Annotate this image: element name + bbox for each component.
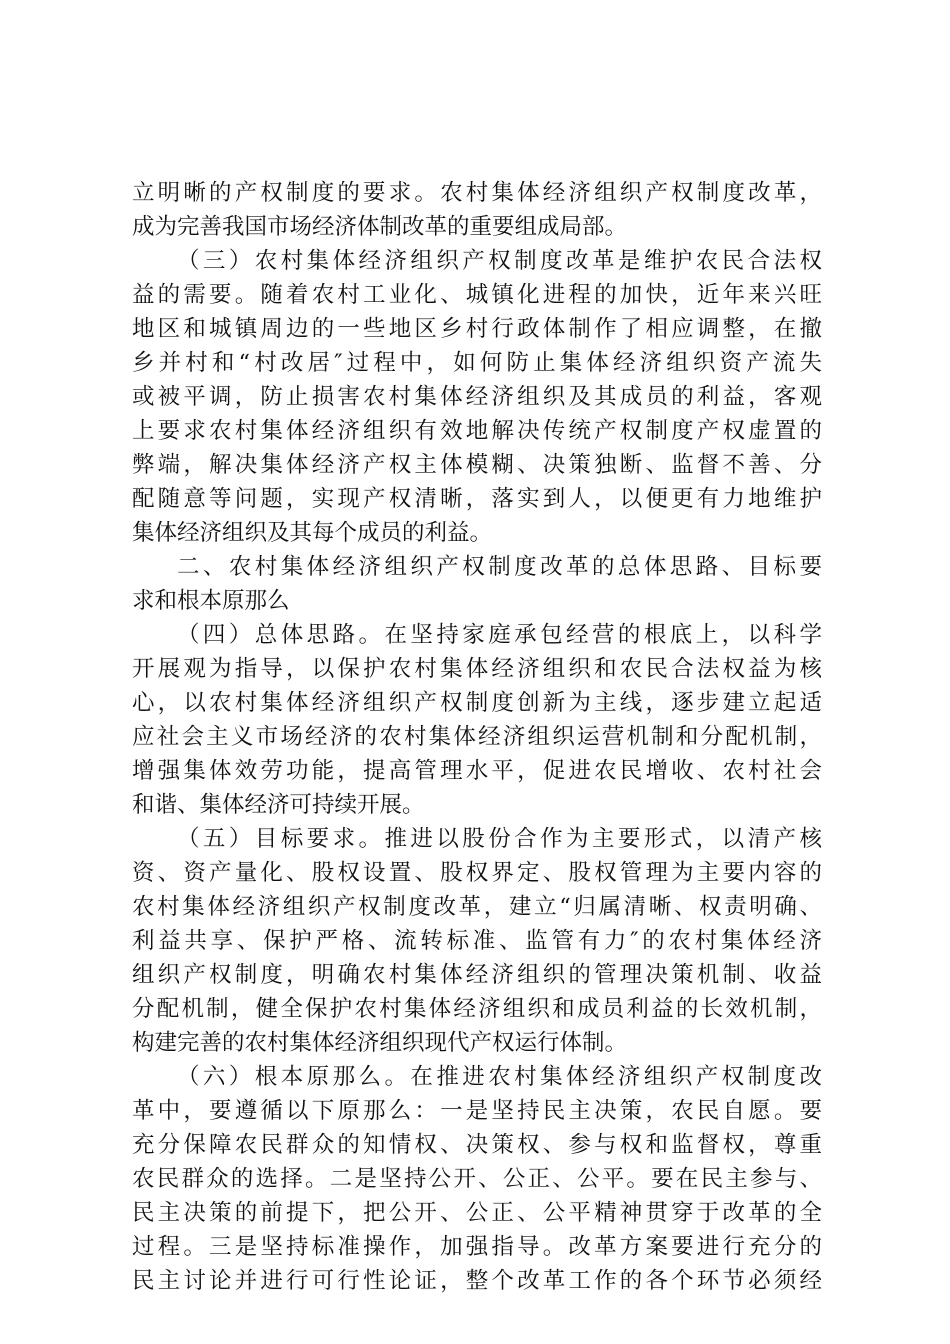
text-line: 分配机制，健全保护农村集体经济组织和成员利益的长效机制，	[132, 996, 822, 1022]
text-line: 农民群众的选择。二是坚持公开、公正、公平。要在民主参与、	[132, 1166, 822, 1192]
text-line: 二、农村集体经济组织产权制度改革的总体思路、目标要	[177, 554, 822, 580]
text-line: 成为完善我国市场经济体制改革的重要组成局部。	[132, 214, 628, 240]
text-line: （三）农村集体经济组织产权制度改革是维护农民合法权	[177, 248, 822, 274]
text-line: 过程。三是坚持标准操作，加强指导。改革方案要进行充分的	[132, 1234, 822, 1260]
text-line: （六）根本原那么。在推进农村集体经济组织产权制度改	[177, 1064, 822, 1090]
text-line: 利益共享、保护严格、流转标准、监管有力″的农村集体经济	[132, 928, 822, 954]
text-line: （五）目标要求。推进以股份合作为主要形式，以清产核	[177, 826, 822, 852]
text-line: 弊端，解决集体经济产权主体模糊、决策独断、监督不善、分	[132, 452, 822, 478]
text-line: 资、资产量化、股权设置、股权界定、股权管理为主要内容的	[132, 860, 822, 886]
text-line: （四）总体思路。在坚持家庭承包经营的根底上，以科学	[177, 622, 822, 648]
text-line: 组织产权制度，明确农村集体经济组织的管理决策机制、收益	[132, 962, 822, 988]
text-line: 益的需要。随着农村工业化、城镇化进程的加快，近年来兴旺	[132, 282, 822, 308]
text-line: 增强集体效劳功能，提高管理水平，促进农民增收、农村社会	[132, 758, 822, 784]
text-line: 革中，要遵循以下原那么：一是坚持民主决策，农民自愿。要	[132, 1098, 822, 1124]
text-line: 乡并村和“村改居″过程中，如何防止集体经济组织资产流失	[132, 350, 822, 376]
text-line: 上要求农村集体经济组织有效地解决传统产权制度产权虚置的	[132, 418, 822, 444]
text-line: 开展观为指导，以保护农村集体经济组织和农民合法权益为核	[132, 656, 822, 682]
text-line: 民主决策的前提下，把公开、公正、公平精神贯穿于改革的全	[132, 1200, 822, 1226]
text-line: 集体经济组织及其每个成员的利益。	[132, 520, 493, 546]
text-line: 求和根本原那么	[132, 588, 290, 614]
text-line: 或被平调，防止损害农村集体经济组织及其成员的利益，客观	[132, 384, 822, 410]
text-line: 民主讨论并进行可行性论证，整个改革工作的各个环节必须经	[132, 1268, 822, 1294]
text-line: 和谐、集体经济可持续开展。	[132, 792, 425, 818]
text-line: 地区和城镇周边的一些地区乡村行政体制作了相应调整，在撤	[132, 316, 822, 342]
text-line: 充分保障农民群众的知情权、决策权、参与权和监督权，尊重	[132, 1132, 822, 1158]
text-line: 农村集体经济组织产权制度改革，建立“归属清晰、权责明确、	[132, 894, 822, 920]
text-line: 立明晰的产权制度的要求。农村集体经济组织产权制度改革，	[132, 180, 822, 206]
text-line: 应社会主义市场经济的农村集体经济组织运营机制和分配机制，	[132, 724, 822, 750]
text-line: 配随意等问题，实现产权清晰，落实到人，以便更有力地维护	[132, 486, 822, 512]
document-body	[132, 176, 822, 1298]
text-line: 构建完善的农村集体经济组织现代产权运行体制。	[132, 1030, 628, 1056]
text-line: 心，以农村集体经济组织产权制度创新为主线，逐步建立起适	[132, 690, 822, 716]
